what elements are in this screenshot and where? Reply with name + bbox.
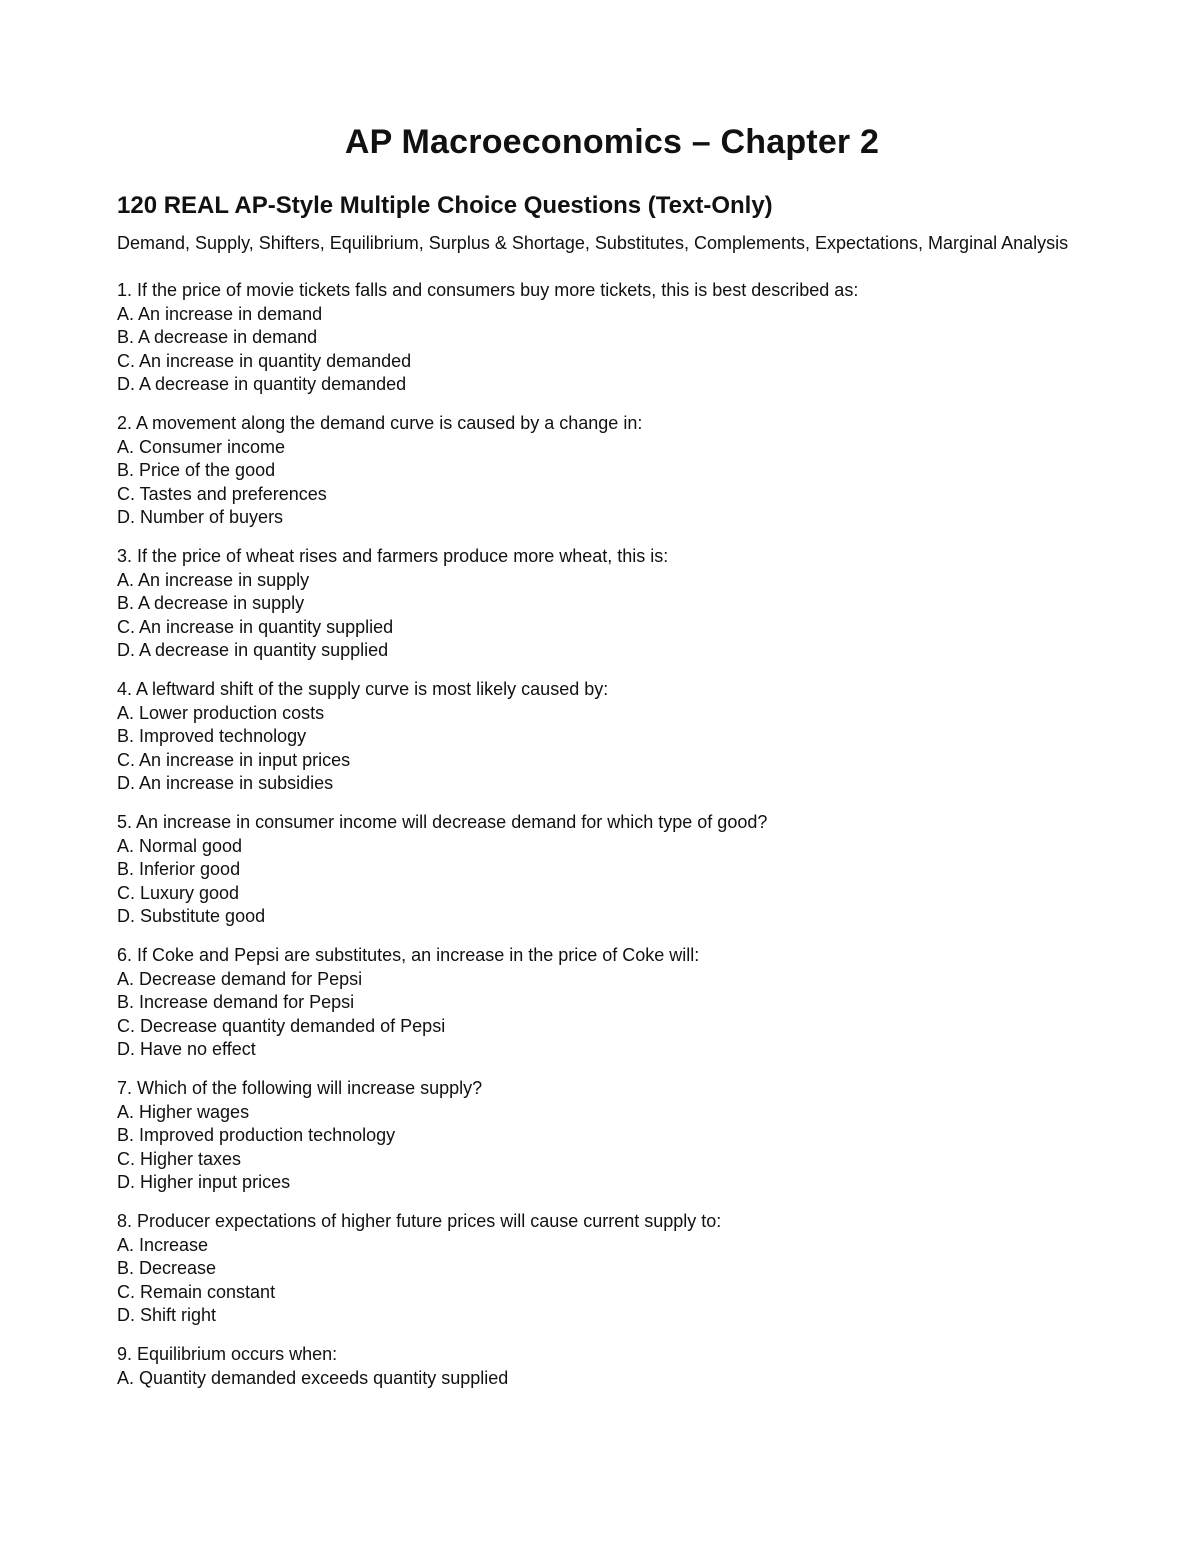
answer-option: A. An increase in demand bbox=[117, 303, 323, 324]
answer-option: B. Improved production technology bbox=[117, 1125, 396, 1145]
answer-option: B. Improved technology bbox=[117, 726, 307, 746]
document-title: AP Macroeconomics – Chapter 2 bbox=[344, 123, 880, 161]
answer-option: B. Decrease bbox=[117, 1258, 217, 1278]
question-prompt: 8. Producer expectations of higher future prices will cause current supply to: bbox=[117, 1211, 722, 1231]
answer-option: B. A decrease in demand bbox=[117, 327, 318, 347]
question-prompt: 9. Equilibrium occurs when: bbox=[117, 1344, 338, 1364]
question-item bbox=[117, 545, 1107, 663]
answer-option: A. Lower production costs bbox=[117, 702, 325, 723]
answer-option: D. Substitute good bbox=[117, 906, 266, 926]
question-item bbox=[117, 1343, 1107, 1390]
answer-option: D. Higher input prices bbox=[117, 1172, 291, 1192]
question-item bbox=[117, 944, 1107, 1062]
document-topics: Demand, Supply, Shifters, Equilibrium, Surplus & Shortage, Substitutes, Complements, Expectations, Marginal Analysis bbox=[117, 233, 1069, 253]
answer-option: C. An increase in quantity demanded bbox=[117, 350, 412, 371]
answer-option: C. Remain constant bbox=[117, 1281, 276, 1302]
answer-option: C. Decrease quantity demanded of Pepsi bbox=[117, 1015, 446, 1036]
answer-option: A. Decrease demand for Pepsi bbox=[117, 968, 363, 989]
answer-option: A. Consumer income bbox=[117, 436, 286, 457]
question-item bbox=[117, 1077, 1107, 1195]
document-page bbox=[117, 118, 1107, 1406]
question-item bbox=[117, 811, 1107, 929]
answer-option: D. An increase in subsidies bbox=[117, 773, 334, 793]
answer-option: D. Have no effect bbox=[117, 1039, 256, 1059]
question-prompt: 2. A movement along the demand curve is caused by a change in: bbox=[117, 413, 643, 433]
answer-option: B. Price of the good bbox=[117, 460, 276, 480]
question-item bbox=[117, 678, 1107, 796]
answer-option: B. Increase demand for Pepsi bbox=[117, 992, 355, 1012]
answer-option: A. Quantity demanded exceeds quantity supplied bbox=[117, 1367, 509, 1388]
answer-option: B. A decrease in supply bbox=[117, 593, 305, 613]
answer-option: A. Normal good bbox=[117, 835, 243, 856]
question-prompt: 1. If the price of movie tickets falls and consumers buy more tickets, this is best described as: bbox=[117, 280, 859, 300]
answer-option: C. Tastes and preferences bbox=[117, 483, 327, 504]
question-item bbox=[117, 1210, 1107, 1328]
answer-option: C. An increase in quantity supplied bbox=[117, 616, 394, 637]
question-prompt: 6. If Coke and Pepsi are substitutes, an increase in the price of Coke will: bbox=[117, 945, 700, 965]
answer-option: B. Inferior good bbox=[117, 859, 241, 879]
answer-option: A. An increase in supply bbox=[117, 569, 310, 590]
answer-option: D. A decrease in quantity demanded bbox=[117, 374, 407, 394]
answer-option: C. Luxury good bbox=[117, 882, 240, 903]
document-subtitle: 120 REAL AP-Style Multiple Choice Questions (Text-Only) bbox=[117, 192, 773, 219]
question-prompt: 3. If the price of wheat rises and farmers produce more wheat, this is: bbox=[117, 546, 669, 566]
answer-option: C. Higher taxes bbox=[117, 1148, 242, 1169]
question-prompt: 5. An increase in consumer income will decrease demand for which type of good? bbox=[117, 812, 768, 832]
question-list bbox=[117, 279, 1107, 1390]
question-item bbox=[117, 412, 1107, 530]
question-prompt: 7. Which of the following will increase supply? bbox=[117, 1078, 483, 1098]
question-prompt: 4. A leftward shift of the supply curve is most likely caused by: bbox=[117, 679, 609, 699]
answer-option: D. A decrease in quantity supplied bbox=[117, 640, 389, 660]
answer-option: D. Shift right bbox=[117, 1305, 217, 1325]
question-item bbox=[117, 279, 1107, 397]
answer-option: A. Higher wages bbox=[117, 1101, 250, 1122]
answer-option: A. Increase bbox=[117, 1234, 209, 1255]
answer-option: D. Number of buyers bbox=[117, 507, 284, 527]
answer-option: C. An increase in input prices bbox=[117, 749, 351, 770]
